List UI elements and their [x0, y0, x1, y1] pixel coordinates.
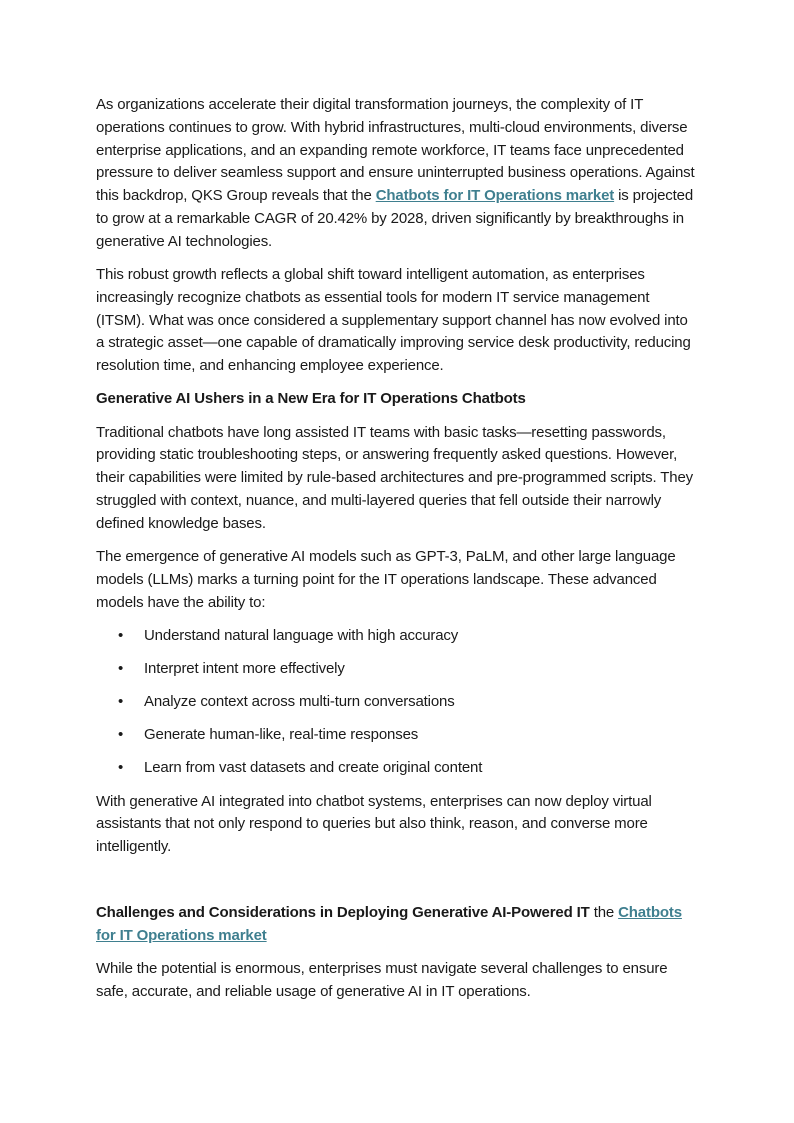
- bullet-icon: •: [118, 726, 124, 744]
- bullet-icon: •: [118, 693, 124, 711]
- section2-heading-normal: the: [589, 904, 619, 922]
- intro-text-before-link: As organizations accelerate their digital transformation journeys, the complexity of IT operations continues to grow. With hybrid infrastructures, multi-cloud environments, diverse enterprise applications, and an expanding remote workforce, IT teams face unprecedented pressure to deliver seamless support and ensure uninterrupted business operations. Against this backdrop, QKS Group reveals that the: [96, 96, 695, 205]
- list-item: [96, 724, 698, 747]
- section2-paragraph1: While the potential is enormous, enterprises must navigate several challenges to ensure safe, accurate, and reliable usage of generative AI in IT operations.: [96, 960, 668, 1001]
- growth-paragraph: This robust growth reflects a global shift toward intelligent automation, as enterprises increasingly recognize chatbots as essential tools for modern IT service management (ITSM). What was once considered a supplementary support channel has now evolved into a strategic asset—one capable of dramatically improving service desk productivity, reducing resolution time, and enhancing employee experience.: [96, 265, 691, 375]
- chatbots-market-link-2[interactable]: Chatbots for IT Operations market: [96, 904, 682, 945]
- list-item-text: Understand natural language with high accuracy: [144, 626, 459, 644]
- list-item-text: Interpret intent more effectively: [144, 659, 345, 677]
- intro-text-after-link: is projected to grow at a remarkable CAGR of 20.42% by 2028, driven significantly by breakthroughs in generative AI technologies.: [96, 187, 694, 250]
- list-item-text: Generate human-like, real-time responses: [144, 726, 419, 744]
- section2-heading: [96, 902, 698, 948]
- list-item: [96, 757, 698, 780]
- section2-heading-bold: Challenges and Considerations in Deploying Generative AI-Powered IT: [96, 904, 590, 922]
- section1-paragraph1: Traditional chatbots have long assisted IT teams with basic tasks—resetting passwords, providing static troubleshooting steps, or answering frequently asked questions. However, their capabilities were limited by rule-based architectures and pre-programmed scripts. They struggled with context, nuance, and multi-layered queries that fell outside their narrowly defined knowledge bases.: [96, 423, 694, 532]
- bullet-icon: •: [118, 626, 124, 644]
- list-item: [96, 625, 698, 648]
- chatbots-market-link[interactable]: Chatbots for IT Operations market: [375, 187, 615, 205]
- section1-heading: Generative AI Ushers in a New Era for IT Operations Chatbots: [96, 390, 526, 408]
- section1-paragraph3: With generative AI integrated into chatbot systems, enterprises can now deploy virtual assistants that not only respond to queries but also think, reason, and converse more intelligently.: [96, 792, 652, 856]
- document-page: [96, 94, 698, 1014]
- bullet-icon: •: [118, 659, 124, 677]
- section-spacer: [96, 869, 698, 902]
- section1-paragraph2: The emergence of generative AI models such as GPT-3, PaLM, and other large language models (LLMs) marks a turning point for the IT operations landscape. These advanced models have the ability to:: [96, 547, 676, 611]
- bullet-icon: •: [118, 759, 124, 777]
- list-item: [96, 691, 698, 714]
- intro-paragraph: [96, 94, 698, 254]
- capabilities-list: [96, 625, 698, 781]
- list-item-text: Analyze context across multi-turn conversations: [144, 693, 455, 711]
- list-item: [96, 658, 698, 681]
- list-item-text: Learn from vast datasets and create original content: [144, 759, 483, 777]
